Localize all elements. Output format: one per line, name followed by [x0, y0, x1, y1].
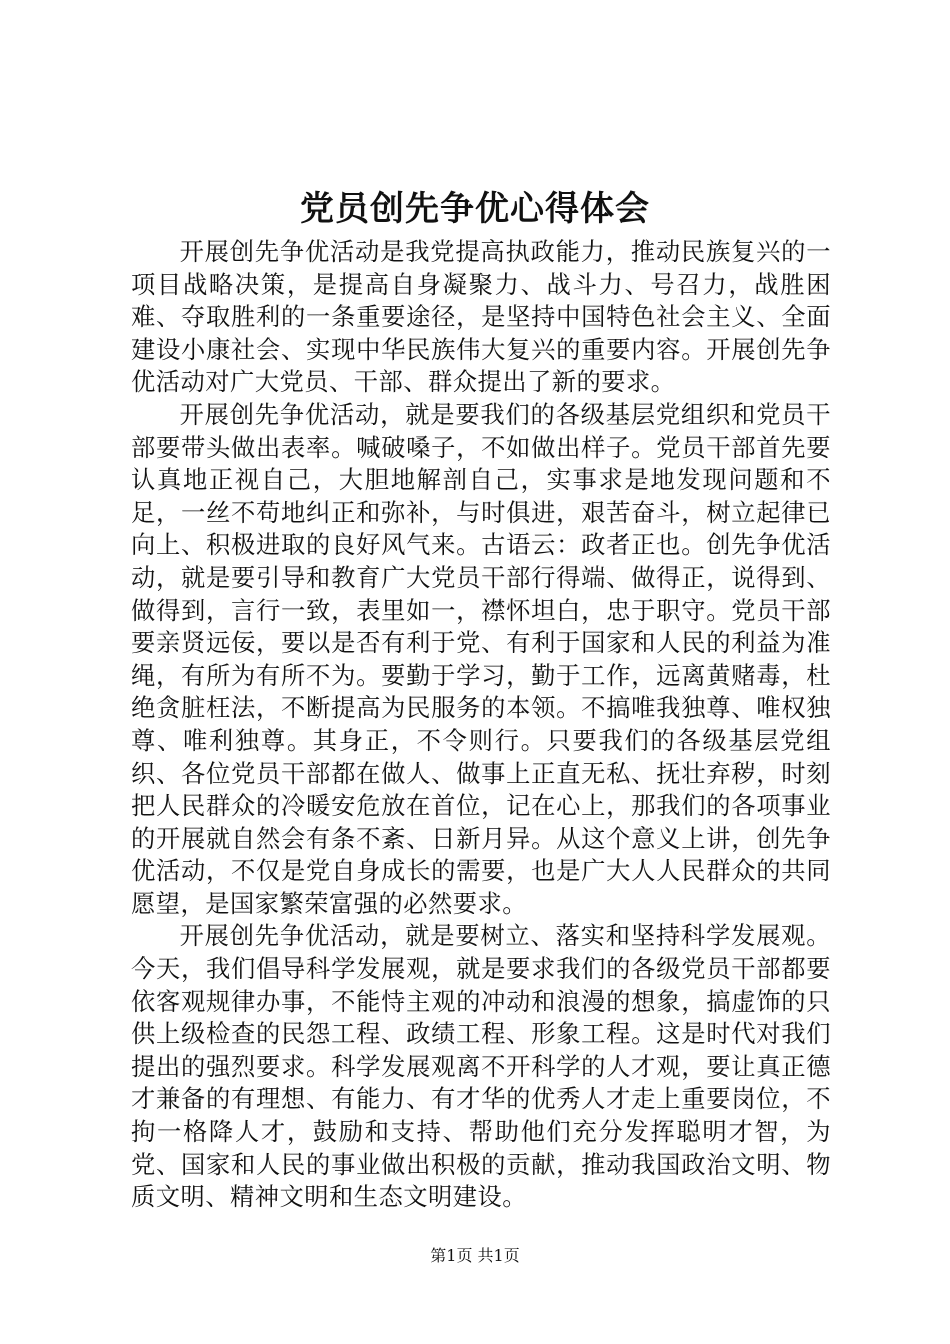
page-footer: 第1页 共1页	[430, 1246, 520, 1265]
paragraph-2: 开展创先争优活动，就是要我们的各级基层党组织和党员干部要带头做出表率。喊破嗓子，不如做出样子。党员干部首先要认真地正视自己，大胆地解剖自己，实事求是地发现问题和不足，一丝不苟地纠正和弥补，与时俱进，艰苦奋斗，树立起律已向上、积极进取的良好风气来。古语云：政者正也。创先争优活动，就是要引导和教育广大党员干部行得端、做得正，说得到、做得到，言行一致，表里如一，襟怀坦白，忠于职守。党员干部要亲贤远佞，要以是否有利于党、有利于国家和人民的利益为准绳，有所为有所不为。要勤于学习，勤于工作，远离黄赌毒，杜绝贪脏枉法，不断提高为民服务的本领。不搞唯我独尊、唯权独尊、唯利独尊。其身正，不令则行。只要我们的各级基层党组织、各位党员干部都在做人、做事上正直无私、抚壮弃秽，时刻把人民群众的冷暖安危放在首位，记在心上，那我们的各项事业的开展就自然会有条不紊、日新月异。从这个意义上讲，创先争优活动，不仅是党自身成长的需要，也是广大人人民群众的共同愿望，是国家繁荣富强的必然要求。	[131, 399, 831, 918]
document-body	[131, 236, 831, 1214]
paragraph-1: 开展创先争优活动是我党提高执政能力，推动民族复兴的一项目战略决策，是提高自身凝聚力、战斗力、号召力，战胜困难、夺取胜利的一条重要途径，是坚持中国特色社会主义、全面建设小康社会、实现中华民族伟大复兴的重要内容。开展创先争优活动对广大党员、干部、群众提出了新的要求。	[131, 237, 831, 397]
document-title: 党员创先争优心得体会	[300, 189, 650, 229]
paragraph-3: 开展创先争优活动，就是要树立、落实和坚持科学发展观。今天，我们倡导科学发展观，就是要求我们的各级党员干部都要依客观规律办事，不能恃主观的冲动和浪漫的想象，搞虚饰的只供上级检查的民怨工程、政绩工程、形象工程。这是时代对我们提出的强烈要求。科学发展观离不开科学的人才观，要让真正德才兼备的有理想、有能力、有才华的优秀人才走上重要岗位，不拘一格降人才，鼓励和支持、帮助他们充分发挥聪明才智，为党、国家和人民的事业做出积极的贡献，推动我国政治文明、物质文明、精神文明和生态文明建设。	[131, 921, 831, 1212]
